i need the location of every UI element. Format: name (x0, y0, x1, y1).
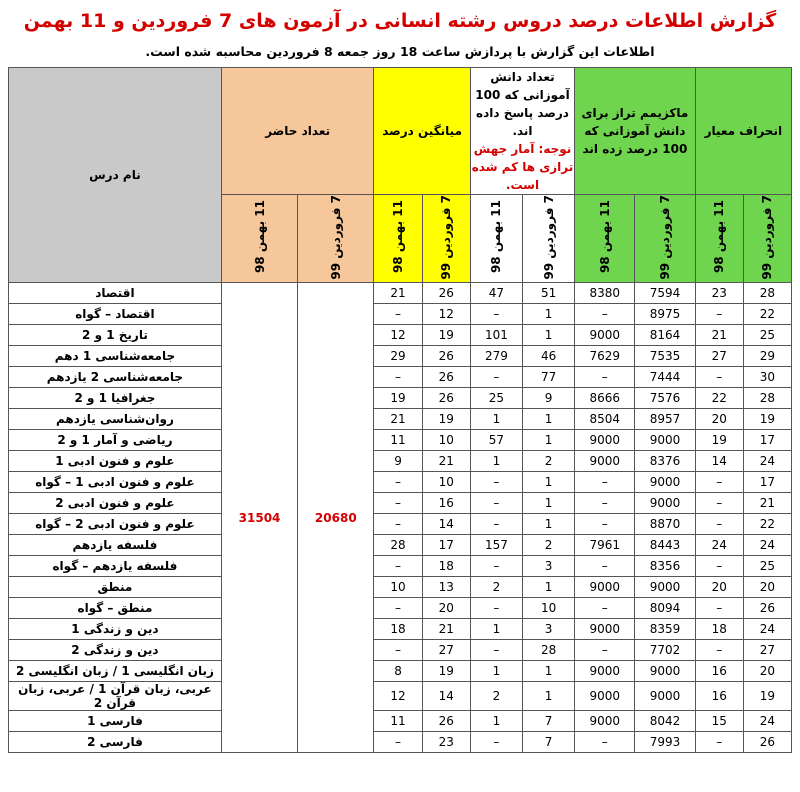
cell-sd-bahman: 23 (695, 283, 743, 304)
cell-maxtaraz-farvardin: 8356 (635, 556, 695, 577)
cell-count100-bahman: – (470, 640, 522, 661)
cell-sd-farvardin: 25 (743, 325, 791, 346)
cell-avg-bahman: 29 (374, 346, 422, 367)
subheader-sd-farvardin: 7 فروردین 99 (743, 194, 791, 283)
cell-avg-farvardin: 18 (422, 556, 470, 577)
cell-count100-farvardin: 3 (523, 556, 575, 577)
cell-maxtaraz-bahman: 9000 (575, 661, 635, 682)
cell-maxtaraz-bahman: – (575, 556, 635, 577)
cell-lesson-name: جغرافیا 1 و 2 (9, 388, 222, 409)
cell-maxtaraz-farvardin: 9000 (635, 577, 695, 598)
cell-count100-bahman: 1 (470, 451, 522, 472)
table-row (9, 598, 792, 619)
cell-sd-bahman: – (695, 598, 743, 619)
cell-maxtaraz-farvardin: 8094 (635, 598, 695, 619)
cell-count100-bahman: 101 (470, 325, 522, 346)
presence-total-bahman: 31504 (221, 283, 297, 753)
cell-count100-farvardin: 1 (523, 304, 575, 325)
cell-sd-farvardin: 29 (743, 346, 791, 367)
cell-maxtaraz-farvardin: 9000 (635, 472, 695, 493)
cell-sd-farvardin: 28 (743, 388, 791, 409)
cell-count100-bahman: – (470, 556, 522, 577)
cell-avg-farvardin: 19 (422, 661, 470, 682)
cell-avg-bahman: 10 (374, 577, 422, 598)
cell-avg-bahman: 21 (374, 409, 422, 430)
cell-avg-farvardin: 17 (422, 535, 470, 556)
table-row (9, 451, 792, 472)
cell-count100-farvardin: 77 (523, 367, 575, 388)
table-row (9, 325, 792, 346)
cell-count100-bahman: – (470, 732, 522, 753)
cell-avg-farvardin: 27 (422, 640, 470, 661)
table-row (9, 409, 792, 430)
group-avg-percent: میانگین درصد (374, 67, 470, 194)
cell-sd-bahman: – (695, 472, 743, 493)
cell-avg-bahman: – (374, 556, 422, 577)
cell-avg-bahman: – (374, 514, 422, 535)
cell-maxtaraz-bahman: – (575, 640, 635, 661)
cell-sd-bahman: 16 (695, 661, 743, 682)
cell-maxtaraz-farvardin: 7535 (635, 346, 695, 367)
subheader-avg-farvardin: 7 فروردین 99 (422, 194, 470, 283)
subheader-avg-bahman: 11 بهمن 98 (374, 194, 422, 283)
cell-count100-farvardin: 9 (523, 388, 575, 409)
table-row (9, 619, 792, 640)
cell-maxtaraz-bahman: 7961 (575, 535, 635, 556)
cell-maxtaraz-bahman: 9000 (575, 682, 635, 711)
group-max-taraz: ماکزیمم تراز برای دانش آموزانی که 100 درصد زده اند (575, 67, 695, 194)
cell-avg-bahman: – (374, 493, 422, 514)
cell-avg-bahman: – (374, 304, 422, 325)
cell-count100-bahman: – (470, 514, 522, 535)
cell-maxtaraz-bahman: – (575, 367, 635, 388)
cell-maxtaraz-farvardin: 8975 (635, 304, 695, 325)
table-body (9, 283, 792, 753)
cell-maxtaraz-farvardin: 7594 (635, 283, 695, 304)
page-title: گزارش اطلاعات درصد دروس رشته انسانی در آزمون های 7 فروردین و 11 بهمن (23, 10, 777, 32)
cell-avg-bahman: 11 (374, 430, 422, 451)
cell-sd-bahman: 21 (695, 325, 743, 346)
cell-avg-farvardin: 21 (422, 619, 470, 640)
cell-sd-farvardin: 17 (743, 430, 791, 451)
cell-sd-farvardin: 27 (743, 640, 791, 661)
cell-lesson-name: ریاضی و آمار 1 و 2 (9, 430, 222, 451)
cell-avg-bahman: – (374, 367, 422, 388)
cell-maxtaraz-bahman: – (575, 732, 635, 753)
cell-maxtaraz-farvardin: 9000 (635, 661, 695, 682)
subheader-max-farvardin: 7 فروردین 99 (635, 194, 695, 283)
cell-count100-farvardin: 1 (523, 430, 575, 451)
page-subtitle: اطلاعات این گزارش با پردازش ساعت 18 روز جمعه 8 فروردین محاسبه شده است. (145, 43, 655, 59)
subheader-present-farvardin: 7 فروردین 99 (298, 194, 374, 283)
cell-lesson-name: اقتصاد – گواه (9, 304, 222, 325)
group-count-100 (470, 67, 574, 194)
cell-count100-farvardin: 1 (523, 514, 575, 535)
cell-sd-farvardin: 25 (743, 556, 791, 577)
cell-avg-bahman: – (374, 732, 422, 753)
cell-avg-farvardin: 20 (422, 598, 470, 619)
cell-avg-bahman: 12 (374, 682, 422, 711)
cell-lesson-name: فلسفه یازدهم (9, 535, 222, 556)
cell-count100-bahman: – (470, 472, 522, 493)
cell-maxtaraz-farvardin: 7993 (635, 732, 695, 753)
cell-maxtaraz-bahman: 7629 (575, 346, 635, 367)
cell-maxtaraz-bahman: – (575, 493, 635, 514)
cell-sd-bahman: 20 (695, 577, 743, 598)
cell-maxtaraz-bahman: 9000 (575, 577, 635, 598)
table-row (9, 732, 792, 753)
cell-count100-farvardin: 1 (523, 409, 575, 430)
cell-avg-farvardin: 26 (422, 283, 470, 304)
cell-maxtaraz-bahman: – (575, 304, 635, 325)
cell-maxtaraz-farvardin: 8443 (635, 535, 695, 556)
cell-sd-farvardin: 24 (743, 535, 791, 556)
cell-sd-farvardin: 20 (743, 577, 791, 598)
cell-maxtaraz-bahman: 9000 (575, 430, 635, 451)
cell-sd-bahman: – (695, 640, 743, 661)
table-row (9, 367, 792, 388)
cell-avg-bahman: 12 (374, 325, 422, 346)
group-count-100-note: نوجه: آمار جهش ترازی ها کم شده است. (471, 141, 574, 192)
cell-lesson-name: عربی، زبان قرآن 1 / عربی، زبان قرآن 2 (9, 682, 222, 711)
cell-count100-farvardin: 7 (523, 711, 575, 732)
cell-count100-farvardin: 46 (523, 346, 575, 367)
cell-maxtaraz-bahman: 9000 (575, 711, 635, 732)
cell-maxtaraz-farvardin: 8376 (635, 451, 695, 472)
cell-count100-bahman: 1 (470, 409, 522, 430)
cell-avg-farvardin: 19 (422, 409, 470, 430)
cell-avg-farvardin: 16 (422, 493, 470, 514)
cell-count100-farvardin: 2 (523, 535, 575, 556)
cell-count100-farvardin: 7 (523, 732, 575, 753)
cell-count100-bahman: 57 (470, 430, 522, 451)
cell-lesson-name: علوم و فنون ادبی 1 (9, 451, 222, 472)
subheader-count-bahman: 11 بهمن 98 (470, 194, 522, 283)
cell-sd-bahman: – (695, 493, 743, 514)
cell-sd-bahman: 27 (695, 346, 743, 367)
cell-sd-farvardin: 19 (743, 682, 791, 711)
table-row (9, 430, 792, 451)
cell-lesson-name: جامعه‌شناسی 1 دهم (9, 346, 222, 367)
cell-maxtaraz-bahman: 8504 (575, 409, 635, 430)
cell-sd-farvardin: 22 (743, 514, 791, 535)
cell-count100-bahman: – (470, 304, 522, 325)
cell-sd-bahman: 20 (695, 409, 743, 430)
cell-sd-bahman: 15 (695, 711, 743, 732)
cell-avg-farvardin: 23 (422, 732, 470, 753)
cell-avg-farvardin: 19 (422, 325, 470, 346)
cell-avg-bahman: 21 (374, 283, 422, 304)
cell-count100-bahman: 279 (470, 346, 522, 367)
cell-lesson-name: فلسفه یازدهم – گواه (9, 556, 222, 577)
subheader-count-farvardin: 7 فروردین 99 (523, 194, 575, 283)
cell-maxtaraz-bahman: 8666 (575, 388, 635, 409)
cell-avg-farvardin: 12 (422, 304, 470, 325)
cell-lesson-name: اقتصاد (9, 283, 222, 304)
cell-sd-farvardin: 20 (743, 661, 791, 682)
cell-avg-farvardin: 21 (422, 451, 470, 472)
cell-lesson-name: علوم و فنون ادبی 2 (9, 493, 222, 514)
group-std-dev: انحراف معیار (695, 67, 791, 194)
subheader-max-bahman: 11 بهمن 98 (575, 194, 635, 283)
cell-sd-farvardin: 30 (743, 367, 791, 388)
cell-lesson-name: تاریخ 1 و 2 (9, 325, 222, 346)
cell-avg-bahman: 11 (374, 711, 422, 732)
table-head (9, 67, 792, 283)
cell-sd-farvardin: 26 (743, 598, 791, 619)
cell-count100-farvardin: 1 (523, 661, 575, 682)
cell-avg-farvardin: 10 (422, 472, 470, 493)
cell-avg-bahman: 18 (374, 619, 422, 640)
cell-count100-farvardin: 3 (523, 619, 575, 640)
table-row (9, 493, 792, 514)
cell-sd-farvardin: 21 (743, 493, 791, 514)
cell-sd-farvardin: 24 (743, 619, 791, 640)
cell-maxtaraz-bahman: – (575, 598, 635, 619)
cell-avg-bahman: 8 (374, 661, 422, 682)
cell-maxtaraz-farvardin: 7576 (635, 388, 695, 409)
cell-sd-bahman: 16 (695, 682, 743, 711)
group-count-100-label: تعداد دانش آموزانی که 100 درصد پاسخ داده اند. (475, 69, 570, 138)
cell-maxtaraz-bahman: – (575, 514, 635, 535)
cell-sd-bahman: 22 (695, 388, 743, 409)
cell-maxtaraz-bahman: 9000 (575, 325, 635, 346)
cell-lesson-name: زبان انگلیسی 1 / زبان انگلیسی 2 (9, 661, 222, 682)
cell-sd-farvardin: 17 (743, 472, 791, 493)
cell-count100-bahman: 25 (470, 388, 522, 409)
cell-avg-farvardin: 13 (422, 577, 470, 598)
table-row (9, 556, 792, 577)
cell-maxtaraz-farvardin: 8164 (635, 325, 695, 346)
cell-avg-farvardin: 14 (422, 514, 470, 535)
cell-sd-bahman: – (695, 514, 743, 535)
cell-sd-farvardin: 28 (743, 283, 791, 304)
table-row (9, 388, 792, 409)
cell-sd-bahman: 19 (695, 430, 743, 451)
cell-avg-farvardin: 26 (422, 388, 470, 409)
table-row (9, 304, 792, 325)
cell-lesson-name: فارسی 1 (9, 711, 222, 732)
table-row (9, 535, 792, 556)
cell-count100-bahman: 47 (470, 283, 522, 304)
cell-count100-bahman: 1 (470, 711, 522, 732)
table-row (9, 514, 792, 535)
cell-count100-bahman: 1 (470, 619, 522, 640)
cell-count100-bahman: 2 (470, 682, 522, 711)
table-row (9, 682, 792, 711)
cell-avg-bahman: 9 (374, 451, 422, 472)
cell-maxtaraz-farvardin: 9000 (635, 493, 695, 514)
cell-sd-bahman: 24 (695, 535, 743, 556)
cell-maxtaraz-bahman: 8380 (575, 283, 635, 304)
cell-count100-bahman: – (470, 598, 522, 619)
table-row (9, 577, 792, 598)
cell-maxtaraz-bahman: 9000 (575, 619, 635, 640)
table-row (9, 640, 792, 661)
cell-lesson-name: علوم و فنون ادبی 1 – گواه (9, 472, 222, 493)
cell-lesson-name: فارسی 2 (9, 732, 222, 753)
cell-lesson-name: منطق – گواه (9, 598, 222, 619)
cell-count100-farvardin: 10 (523, 598, 575, 619)
cell-count100-farvardin: 2 (523, 451, 575, 472)
cell-lesson-name: منطق (9, 577, 222, 598)
cell-count100-farvardin: 28 (523, 640, 575, 661)
cell-maxtaraz-farvardin: 8359 (635, 619, 695, 640)
cell-sd-bahman: – (695, 556, 743, 577)
table-row (9, 661, 792, 682)
group-present: تعداد حاضر (221, 67, 374, 194)
cell-maxtaraz-farvardin: 7702 (635, 640, 695, 661)
cell-maxtaraz-farvardin: 8870 (635, 514, 695, 535)
cell-maxtaraz-bahman: 9000 (575, 451, 635, 472)
cell-sd-bahman: – (695, 304, 743, 325)
cell-avg-farvardin: 10 (422, 430, 470, 451)
table-row (9, 711, 792, 732)
cell-maxtaraz-farvardin: 9000 (635, 430, 695, 451)
cell-maxtaraz-bahman: – (575, 472, 635, 493)
cell-avg-farvardin: 26 (422, 367, 470, 388)
subheader-sd-bahman: 11 بهمن 98 (695, 194, 743, 283)
cell-avg-farvardin: 26 (422, 346, 470, 367)
cell-maxtaraz-farvardin: 8042 (635, 711, 695, 732)
cell-avg-farvardin: 26 (422, 711, 470, 732)
cell-maxtaraz-farvardin: 9000 (635, 682, 695, 711)
cell-avg-bahman: – (374, 472, 422, 493)
cell-lesson-name: دین و زندگی 1 (9, 619, 222, 640)
cell-count100-bahman: 2 (470, 577, 522, 598)
cell-count100-bahman: – (470, 367, 522, 388)
cell-sd-bahman: 18 (695, 619, 743, 640)
cell-count100-bahman: 157 (470, 535, 522, 556)
cell-maxtaraz-farvardin: 8957 (635, 409, 695, 430)
cell-sd-farvardin: 19 (743, 409, 791, 430)
cell-count100-farvardin: 1 (523, 577, 575, 598)
cell-lesson-name: علوم و فنون ادبی 2 – گواه (9, 514, 222, 535)
cell-count100-bahman: 1 (470, 661, 522, 682)
cell-count100-farvardin: 1 (523, 472, 575, 493)
cell-lesson-name: دین و زندگی 2 (9, 640, 222, 661)
group-lesson-name: نام درس (9, 67, 222, 283)
cell-count100-farvardin: 1 (523, 493, 575, 514)
subheader-present-bahman: 11 بهمن 98 (221, 194, 297, 283)
cell-sd-farvardin: 24 (743, 451, 791, 472)
cell-avg-bahman: 19 (374, 388, 422, 409)
cell-lesson-name: جامعه‌شناسی 2 یازدهم (9, 367, 222, 388)
header-group-row (9, 67, 792, 194)
cell-count100-farvardin: 1 (523, 682, 575, 711)
cell-count100-farvardin: 51 (523, 283, 575, 304)
cell-sd-bahman: – (695, 367, 743, 388)
cell-maxtaraz-farvardin: 7444 (635, 367, 695, 388)
table-row (9, 346, 792, 367)
cell-count100-bahman: – (470, 493, 522, 514)
cell-avg-bahman: – (374, 598, 422, 619)
cell-sd-bahman: – (695, 732, 743, 753)
cell-count100-farvardin: 1 (523, 325, 575, 346)
cell-lesson-name: روان‌شناسی یازدهم (9, 409, 222, 430)
table-row (9, 472, 792, 493)
cell-avg-bahman: 28 (374, 535, 422, 556)
table-row (9, 283, 792, 304)
exam-report-table (8, 67, 792, 754)
cell-sd-farvardin: 24 (743, 711, 791, 732)
cell-sd-farvardin: 26 (743, 732, 791, 753)
cell-sd-farvardin: 22 (743, 304, 791, 325)
presence-total-farvardin: 20680 (298, 283, 374, 753)
cell-avg-bahman: – (374, 640, 422, 661)
cell-avg-farvardin: 14 (422, 682, 470, 711)
cell-sd-bahman: 14 (695, 451, 743, 472)
